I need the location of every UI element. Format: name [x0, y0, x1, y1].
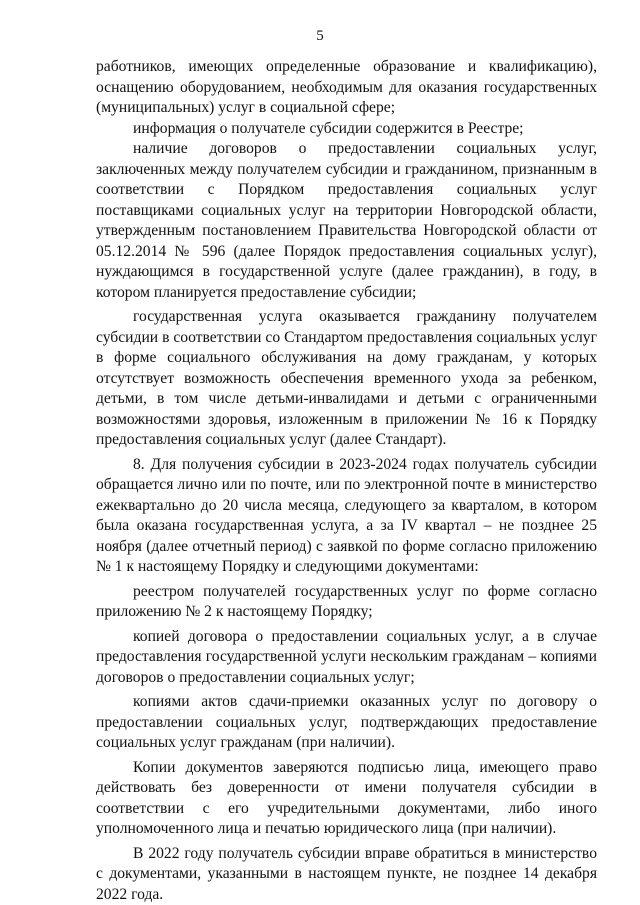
page-number: 5	[316, 28, 324, 44]
paragraph-standard: государственная услуга оказывается гражданину получателем субсидии в соответствии со Стандартом предоставления социальных услуг в форме социального обслуживания на дому гражданам, у которых отсутствует возможность обеспечения временного ухода за ребенком, детьми, в том числе детьми-инвалидами и детьми с ограниченными возможностями здоровья, изложенным в приложении № 16 к Порядку предоставления социальных услуг (далее Стандарт).	[96, 308, 597, 448]
paragraph-registry-info: информация о получателе субсидии содержится в Реестре;	[133, 119, 524, 137]
paragraph-2022-deadline: В 2022 году получатель субсидии вправе обратиться в министерство с документами, указанными в настоящем пункте, не позднее 14 декабря 2022 года.	[96, 844, 597, 903]
paragraph-continuation: работников, имеющих определенные образование и квалификацию), оснащению оборудованием, необходимым для оказания государственных (муниципальных) услуг в социальной сфере;	[96, 58, 597, 116]
paragraph-acceptance-acts: копиями актов сдачи-приемки оказанных услуг по договору о предоставлении социальных услуг, подтверждающих предоставление социальных услуг гражданам (при наличии).	[96, 693, 597, 751]
paragraph-clause-8: 8. Для получения субсидии в 2023-2024 годах получатель субсидии обращается лично или по почте, или по электронной почте в министерство ежеквартально до 20 числа месяца, следующего за кварталом, в котором была оказана государственная услуга, а за IV квартал – не позднее 25 ноября (далее отчетный период) с заявкой по форме согласно приложению № 1 к настоящему Порядку и следующими документами:	[96, 455, 597, 575]
document-body	[96, 57, 597, 905]
paragraph-contract-copies: копией договора о предоставлении социальных услуг, а в случае предоставления государственной услуги нескольким гражданам – копиями договоров о предоставлении социальных услуг;	[96, 627, 597, 686]
paragraph-contracts: наличие договоров о предоставлении социальных услуг, заключенных между получателем субсидии и гражданином, признанным в соответствии с Порядком предоставления социальных услуг поставщиками социальных услуг на территории Новгородской области, утвержденным постановлением Правительства Новгородской области от 05.12.2014 № 596 (далее Порядок предоставления социальных услуг), нуждающимся в государственной услуге (далее гражданин), в году, в котором планируется предоставление субсидии;	[96, 140, 597, 301]
paragraph-certification: Копии документов заверяются подписью лица, имеющего право действовать без доверенности от имени получателя субсидии в соответствии с его учредительными документами, либо иного уполномоченного лица и печатью юридического лица (при наличии).	[96, 758, 597, 837]
paragraph-recipients-registry: реестром получателей государственных услуг по форме согласно приложению № 2 к настоящему Порядку;	[96, 582, 597, 620]
